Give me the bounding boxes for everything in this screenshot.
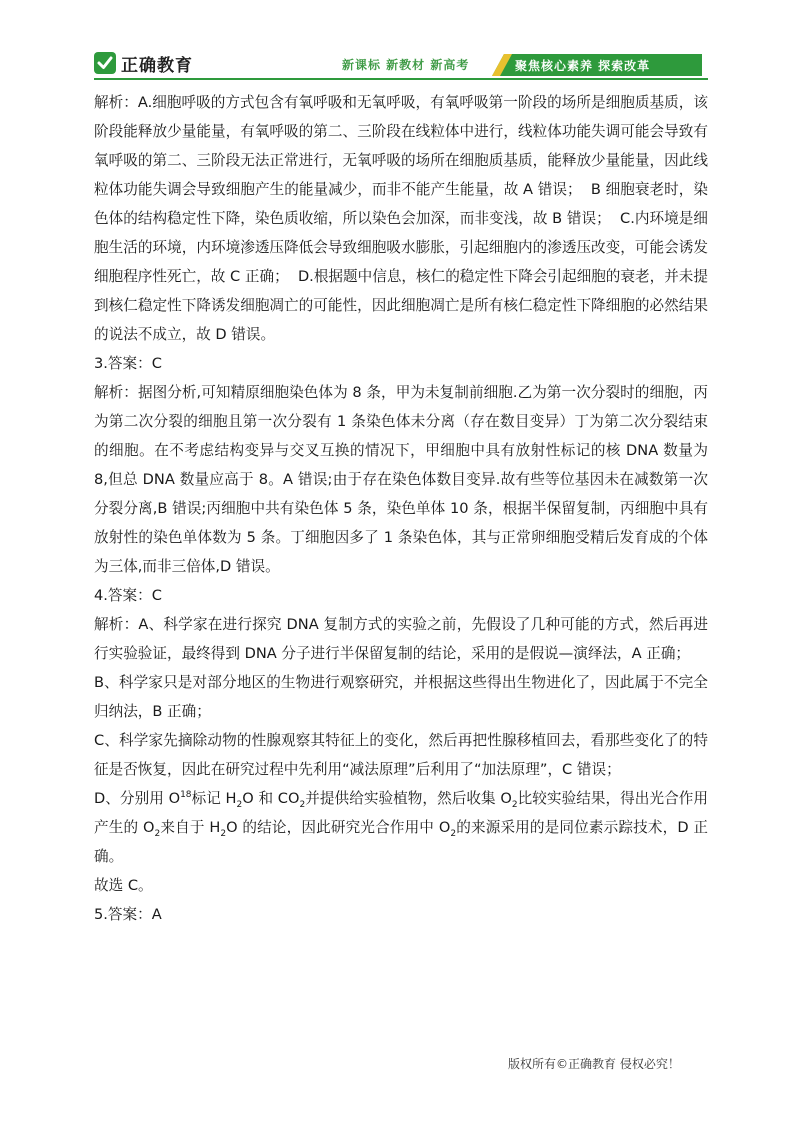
paragraph: C、科学家先摘除动物的性腺观察其特征上的变化，然后再把性腺移植回去，看那些变化了的特征是否恢复，因此在研究过程中先利用“减法原理”后利用了“加法原理”，C 错误； (94, 732, 708, 778)
paragraph: 解析：据图分析,可知精原细胞染色体为 8 条，甲为未复制前细胞.乙为第一次分裂时的细胞，丙为第二次分裂的细胞且第一次分裂有 1 条染色体未分离（存在数目变异）丁为第二次分裂结束的细胞。在不考虑结构变异与交叉互换的情况下，甲细胞中具有放射性标记的核 DNA 数量为 8,但总 DNA 数量应高于 8。A 错误;由于存在染色体数目变异.故有些等位基因未在减数第一次分裂分离,B 错误;丙细胞中共有染色体 5 条，染色单体 10 条，根据半保留复制，丙细胞中具有放射性的染色单体数为 5 条。丁细胞因多了 1 条染色体，其与正常卵细胞受精后发育成的个体为三体,而非三倍体,D 错误。 (94, 384, 713, 575)
document-body (94, 88, 713, 929)
slogan-left: 新课标 新教材 新高考 (342, 58, 470, 72)
paragraph: 解析：A、科学家在进行探究 DNA 复制方式的实验之前，先假设了几种可能的方式，然后再进行实验验证，最终得到 DNA 分子进行半保留复制的结论，采用的是假说—演绎法，A 正确； (94, 616, 708, 662)
paragraph-d: D、分别用 $O^{18}$标记 $H_2O$ 和 $CO_2$并提供给实验植物，然后收集 $O_2$比较实验结果，得出光合作用产生的 $O_2$来自于 $H_2O$ 的结论，因此研究光合作用中 $O_2$的来源采用的是同位素示踪技术，D 正确。 (94, 790, 708, 865)
brand-name: 正确教育 (121, 55, 193, 76)
page-header (0, 0, 800, 80)
paragraph: B、科学家只是对部分地区的生物进行观察研究，并根据这些得出生物进化了，因此属于不完全归纳法，B 正确； (94, 674, 708, 720)
checkmark-icon (94, 52, 116, 74)
header-divider (94, 78, 708, 80)
paragraph: 解析：A.细胞呼吸的方式包含有氧呼吸和无氧呼吸，有氧呼吸第一阶段的场所是细胞质基质，该阶段能释放少量能量，有氧呼吸的第二、三阶段在线粒体中进行，线粒体功能失调可能会导致有氧呼吸的第二、三阶段无法正常进行，无氧呼吸的场所在细胞质基质，能释放少量能量，因此线粒体功能失调会导致细胞产生的能量减少，而非不能产生能量，故 A 错误； B 细胞衰老时，染色体的结构稳定性下降，染色质收缩，所以染色会加深，而非变浅，故 B 错误； C.内环境是细胞生活的环境，内环境渗透压降低会导致细胞吸水膨胀，引起细胞内的渗透压改变，可能会诱发细胞程序性死亡，故 C 正确； D.根据题中信息，核仁的稳定性下降会引起细胞的衰老，并未提到核仁稳定性下降诱发细胞凋亡的可能性，因此细胞凋亡是所有核仁稳定性下降细胞的必然结果的说法不成立，故 D 错误。 (94, 94, 708, 343)
copyright-footer: 版权所有©正确教育 侵权必究！ (508, 1057, 680, 1071)
brand-logo (94, 50, 193, 76)
answer-line: 3.答案：C (94, 355, 162, 372)
slogan-right: 聚焦核心素养 探索改革 (515, 59, 651, 73)
answer-line: 5.答案：A (94, 906, 162, 923)
answer-line: 4.答案：C (94, 587, 162, 604)
conclusion-line: 故选 C。 (94, 877, 153, 894)
